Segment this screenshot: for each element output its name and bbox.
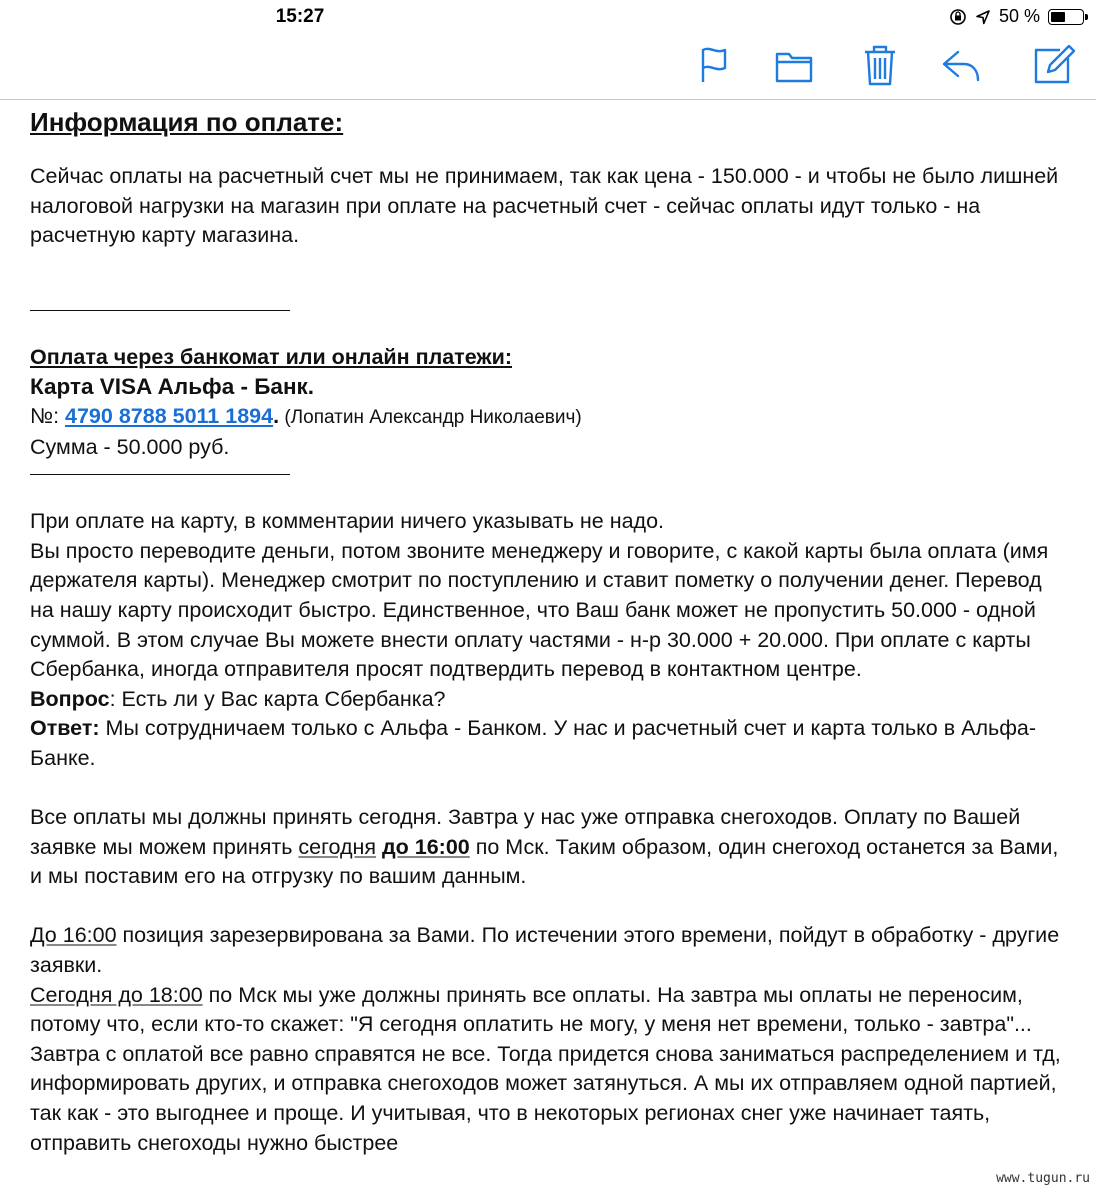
- flag-icon[interactable]: [692, 42, 738, 88]
- reserve-text: позиция зарезервирована за Вами. По истечении этого времени, пойдут в обработку - другие заявки.: [30, 923, 1060, 978]
- answer-label: Ответ:: [30, 716, 100, 741]
- battery-icon: [1048, 9, 1084, 25]
- deadline-text: по Мск мы уже должны принять все оплаты. На завтра мы оплаты не переносим, потому что, если кто-то скажет: "Я сегодня оплатить не могу, у меня нет времени, только - завтра"... Завтра с оплатой все равно справятся не все. Тогда придется снова заниматься распределением и тд, информировать других, и отправка снегоходов может затянуться. А мы их отправляем одной партией, так как - это выгоднее и проще. И учитывая, что в некоторых регионах снег уже начинает таять, отправить снегоходы нужно быстрее: [30, 982, 1061, 1155]
- deadline-time-link[interactable]: Сегодня до 18:00: [30, 982, 203, 1007]
- intro-paragraph: Сейчас оплаты на расчетный счет мы не принимаем, так как цена - 150.000 - и чтобы не было лишней налоговой нагрузки на магазин при оплате на расчетный счет - сейчас оплаты идут только - на расчетную карту магазина.: [30, 164, 1059, 248]
- email-body: [30, 100, 1070, 1158]
- today-text-2: по Мск. Таким образом, один снегоход останется за Вами, и мы поставим его на отгрузку по вашим данным.: [30, 834, 1059, 889]
- orientation-lock-icon: [949, 8, 967, 26]
- today-time-link[interactable]: до 16:00: [382, 834, 470, 859]
- question-text: : Есть ли у Вас карта Сбербанка?: [109, 686, 446, 711]
- today-text-1: Все оплаты мы должны принять сегодня. Завтра у нас уже отправка снегоходов. Оплату по Вашей заявке мы можем принять: [30, 805, 1021, 859]
- status-bar: [0, 0, 1096, 34]
- location-icon: [975, 9, 991, 25]
- compose-icon[interactable]: [1030, 42, 1076, 88]
- email-heading: Информация по оплате:: [30, 107, 344, 137]
- today-paragraph: [30, 803, 1070, 892]
- status-time: 15:27: [275, 6, 325, 27]
- deadline-paragraph: [30, 981, 1070, 1159]
- answer-text: Мы сотрудничаем только с Альфа - Банком. У нас и расчетный счет и карта только в Альфа-Банке.: [30, 716, 1037, 770]
- card-number-line: [30, 402, 1070, 433]
- reply-icon[interactable]: [938, 42, 984, 88]
- watermark: www.tugun.ru: [996, 1171, 1090, 1186]
- number-prefix: №:: [30, 403, 66, 428]
- card-name: Карта VISA Альфа - Банк.: [30, 374, 315, 400]
- divider-line-2: [30, 462, 290, 475]
- battery-percent: 50 %: [998, 6, 1040, 26]
- trash-icon[interactable]: [857, 42, 903, 88]
- payment-title: Оплата через банкомат или онлайн платежи:: [30, 344, 513, 369]
- divider-line: [30, 296, 290, 311]
- amount-line: Сумма - 50.000 руб.: [30, 434, 230, 459]
- status-right: [949, 6, 1084, 27]
- comment-paragraph: При оплате на карту, в комментарии ничего указывать не надо.: [30, 509, 665, 534]
- today-date-link[interactable]: сегодня: [298, 834, 377, 859]
- reserve-paragraph: [30, 921, 1070, 980]
- number-dot: .: [273, 403, 280, 428]
- card-number-link[interactable]: 4790 8788 5011 1894: [65, 403, 274, 428]
- answer-line: [30, 714, 1070, 773]
- question-line: [30, 685, 1070, 715]
- folder-icon[interactable]: [771, 42, 817, 88]
- reserve-time-link[interactable]: До 16:00: [30, 923, 117, 948]
- question-label: Вопрос: [30, 686, 110, 711]
- transfer-paragraph: Вы просто переводите деньги, потом звоните менеджеру и говорите, с какой карты была оплата (имя держателя карты). Менеджер смотрит по поступлению и ставит пометку о получении денег. Перевод на нашу карту происходит быстро. Единственное, что Ваш банк может не пропустить 50.000 - одной суммой. В этом случае Вы можете внести оплату частями - н-р 30.000 + 20.000. При оплате с карты Сбербанка, иногда отправителя просят подтвердить перевод в контактном центре.: [30, 538, 1049, 682]
- card-holder: (Лопатин Александр Николаевич): [279, 406, 582, 428]
- mail-toolbar: [0, 34, 1096, 100]
